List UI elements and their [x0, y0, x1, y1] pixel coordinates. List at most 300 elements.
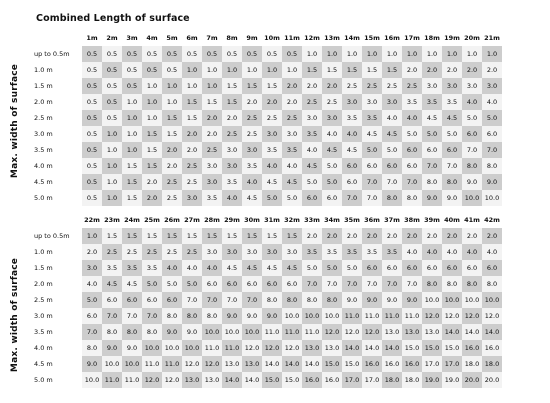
corner-cell [32, 212, 82, 228]
table-cell: 1.5 [222, 78, 242, 94]
table-cell: 1.0 [402, 46, 422, 62]
table-cell: 6.0 [142, 292, 162, 308]
table-cell: 3.0 [302, 110, 322, 126]
table-cell: 6.0 [82, 308, 102, 324]
table-cell: 7.0 [382, 276, 402, 292]
table-row [32, 324, 502, 340]
table-cell: 5.0 [382, 142, 402, 158]
table-cell: 6.0 [442, 142, 462, 158]
table-cell: 4.5 [442, 110, 462, 126]
column-header: 32m [284, 216, 300, 224]
table-cell: 0.5 [82, 62, 102, 78]
table-cell: 8.0 [422, 276, 442, 292]
table-cell: 5.0 [322, 174, 342, 190]
table-cell: 2.0 [442, 228, 462, 244]
table-cell: 1.5 [282, 228, 302, 244]
table-cell: 4.5 [282, 260, 302, 276]
column-header: 2m [106, 34, 118, 42]
table-cell: 8.0 [402, 190, 422, 206]
table-cell: 4.0 [382, 110, 402, 126]
table-cell: 6.0 [402, 158, 422, 174]
table-cell: 6.0 [422, 142, 442, 158]
table-cell: 7.0 [202, 292, 222, 308]
table-cell: 12.0 [342, 324, 362, 340]
table-cell: 0.5 [82, 94, 102, 110]
row-label: 5.0 m [34, 376, 53, 384]
table-cell: 6.0 [382, 158, 402, 174]
table-cell: 1.5 [202, 94, 222, 110]
table-cell: 3.0 [322, 110, 342, 126]
table-cell: 2.0 [482, 228, 502, 244]
table-cell: 1.0 [342, 46, 362, 62]
table-cell: 2.0 [322, 228, 342, 244]
table-cell: 11.0 [262, 324, 282, 340]
column-header: 12m [304, 34, 320, 42]
table-cell: 6.0 [382, 260, 402, 276]
table-cell: 3.0 [262, 244, 282, 260]
table-cell: 6.0 [262, 276, 282, 292]
table-cell: 2.5 [322, 94, 342, 110]
table-cell: 4.0 [462, 94, 482, 110]
table-cell: 6.0 [402, 260, 422, 276]
table-cell: 1.5 [142, 158, 162, 174]
table-cell: 1.0 [442, 46, 462, 62]
table-cell: 2.0 [482, 62, 502, 78]
table-cell: 3.5 [142, 260, 162, 276]
table-cell: 10.0 [462, 190, 482, 206]
table-cell: 16.0 [322, 372, 342, 388]
table-cell: 9.0 [102, 340, 122, 356]
table-cell: 2.0 [202, 110, 222, 126]
side-label-top-text: Max. width of surface [10, 63, 21, 179]
table-cell: 3.5 [322, 244, 342, 260]
table-cell: 7.0 [402, 276, 422, 292]
table-cell: 3.0 [442, 78, 462, 94]
table-cell: 8.0 [442, 174, 462, 190]
table-cell: 16.0 [402, 356, 422, 372]
table-cell: 7.0 [322, 276, 342, 292]
column-header: 19m [444, 34, 460, 42]
table-cell: 3.5 [122, 260, 142, 276]
table-cell: 6.0 [242, 276, 262, 292]
table-cell: 2.0 [182, 142, 202, 158]
table-cell: 5.0 [282, 190, 302, 206]
table-row [32, 158, 502, 174]
table-cell: 0.5 [82, 126, 102, 142]
table-cell: 7.0 [362, 174, 382, 190]
table-cell: 2.5 [262, 110, 282, 126]
table-cell: 14.0 [342, 340, 362, 356]
row-label: 1.0 m [34, 66, 53, 74]
table-cell: 3.5 [222, 174, 242, 190]
table-cell: 2.5 [182, 158, 202, 174]
table-cell: 18.0 [462, 356, 482, 372]
table-cell: 0.5 [82, 190, 102, 206]
table-cell: 6.0 [342, 174, 362, 190]
column-header: 7m [206, 34, 218, 42]
table-cell: 1.5 [142, 228, 162, 244]
table-cell: 12.0 [282, 340, 302, 356]
table-cell: 5.0 [362, 142, 382, 158]
table-cell: 4.5 [382, 126, 402, 142]
column-header: 10m [264, 34, 280, 42]
table-cell: 11.0 [302, 324, 322, 340]
table-cell: 2.0 [462, 62, 482, 78]
table-cell: 4.0 [242, 174, 262, 190]
column-header: 31m [264, 216, 280, 224]
table-cell: 12.0 [162, 372, 182, 388]
table-cell: 3.0 [82, 260, 102, 276]
table-cell: 2.0 [302, 228, 322, 244]
table-cell: 14.0 [282, 356, 302, 372]
table-cell: 1.0 [202, 78, 222, 94]
table-cell: 9.0 [342, 292, 362, 308]
table-cell: 12.0 [462, 308, 482, 324]
table-cell: 0.5 [82, 78, 102, 94]
table-cell: 3.0 [182, 190, 202, 206]
table-cell: 11.0 [342, 308, 362, 324]
column-header: 25m [144, 216, 160, 224]
table-row [32, 190, 502, 206]
table-cell: 1.0 [142, 94, 162, 110]
table-cell: 3.5 [342, 110, 362, 126]
table-cell: 1.0 [182, 78, 202, 94]
table-cell: 4.5 [342, 142, 362, 158]
table-cell: 2.0 [262, 94, 282, 110]
table-cell: 0.5 [102, 78, 122, 94]
table-row [32, 244, 502, 260]
row-label: up to 0.5m [34, 232, 70, 240]
table-cell: 4.5 [262, 174, 282, 190]
row-label: 1.5 m [34, 264, 53, 272]
table-cell: 9.0 [362, 292, 382, 308]
table-cell: 1.0 [162, 78, 182, 94]
table-cell: 15.0 [342, 356, 362, 372]
table-cell: 7.0 [102, 308, 122, 324]
column-header: 34m [324, 216, 340, 224]
table-row [32, 174, 502, 190]
table-cell: 13.0 [322, 340, 342, 356]
table-cell: 14.0 [362, 340, 382, 356]
table-cell: 1.5 [182, 110, 202, 126]
column-header: 16m [384, 34, 400, 42]
table-cell: 17.0 [422, 356, 442, 372]
table-cell: 3.5 [362, 110, 382, 126]
table-cell: 4.5 [322, 142, 342, 158]
table-cell: 17.0 [442, 356, 462, 372]
table-cell: 10.0 [482, 292, 502, 308]
table-row [32, 62, 502, 78]
table-cell: 2.5 [382, 78, 402, 94]
table-cell: 1.0 [462, 46, 482, 62]
table-cell: 10.0 [442, 292, 462, 308]
table-cell: 12.0 [182, 356, 202, 372]
table-cell: 9.0 [402, 292, 422, 308]
table-cell: 2.5 [202, 142, 222, 158]
table-cell: 6.0 [482, 260, 502, 276]
table-cell: 7.0 [122, 308, 142, 324]
row-label: 4.5 m [34, 360, 53, 368]
table-cell: 0.5 [82, 174, 102, 190]
table-row [32, 356, 502, 372]
table-cell: 8.0 [422, 174, 442, 190]
table-cell: 14.0 [442, 324, 462, 340]
table-cell: 4.5 [242, 190, 262, 206]
table-cell: 9.0 [462, 174, 482, 190]
table-cell: 18.0 [482, 356, 502, 372]
table-cell: 8.0 [482, 276, 502, 292]
table-cell: 4.0 [162, 260, 182, 276]
table-cell: 0.5 [162, 62, 182, 78]
table-cell: 1.5 [122, 190, 142, 206]
column-header: 17m [404, 34, 420, 42]
table-cell: 3.0 [222, 142, 242, 158]
table-cell: 1.5 [122, 174, 142, 190]
table-cell: 13.0 [422, 324, 442, 340]
table-cell: 15.0 [422, 340, 442, 356]
column-header: 1m [86, 34, 98, 42]
table-cell: 8.0 [462, 276, 482, 292]
column-header: 3m [126, 34, 138, 42]
table-cell: 13.0 [222, 356, 242, 372]
table-cell: 1.5 [102, 228, 122, 244]
table-cell: 11.0 [362, 308, 382, 324]
table-cell: 3.0 [422, 78, 442, 94]
table-cell: 8.0 [482, 158, 502, 174]
table-cell: 5.0 [82, 292, 102, 308]
table-cell: 1.0 [162, 94, 182, 110]
table-cell: 6.0 [322, 190, 342, 206]
column-header: 29m [224, 216, 240, 224]
table-cell: 14.0 [222, 372, 242, 388]
row-label: 2.0 m [34, 280, 53, 288]
table-cell: 4.0 [202, 260, 222, 276]
table-cell: 2.0 [182, 126, 202, 142]
table-cell: 9.0 [422, 190, 442, 206]
table-cell: 11.0 [102, 372, 122, 388]
table-cell: 6.0 [462, 260, 482, 276]
table-cell: 3.0 [282, 126, 302, 142]
table-cell: 10.0 [242, 324, 262, 340]
column-header: 8m [226, 34, 238, 42]
table-cell: 7.0 [142, 308, 162, 324]
table-cell: 1.0 [102, 190, 122, 206]
table-cell: 9.0 [122, 340, 142, 356]
table-cell: 10.0 [282, 308, 302, 324]
table-cell: 7.0 [462, 142, 482, 158]
table-cell: 8.0 [322, 292, 342, 308]
table-cell: 13.0 [182, 372, 202, 388]
table-cell: 8.0 [82, 340, 102, 356]
table-cell: 1.5 [262, 78, 282, 94]
table-cell: 6.0 [462, 126, 482, 142]
table-cell: 6.0 [482, 126, 502, 142]
table-cell: 8.0 [122, 324, 142, 340]
table-cell: 8.0 [142, 324, 162, 340]
column-header: 15m [364, 34, 380, 42]
table-cell: 1.5 [222, 94, 242, 110]
table-cell: 8.0 [162, 308, 182, 324]
table-cell: 3.5 [102, 260, 122, 276]
table-cell: 11.0 [222, 340, 242, 356]
table-cell: 0.5 [142, 62, 162, 78]
column-header: 42m [484, 216, 500, 224]
table-cell: 14.0 [382, 340, 402, 356]
table-cell: 3.0 [482, 78, 502, 94]
header-row [32, 212, 502, 228]
column-header: 11m [284, 34, 300, 42]
table-cell: 2.0 [422, 62, 442, 78]
table-cell: 0.5 [182, 46, 202, 62]
table-cell: 8.0 [102, 324, 122, 340]
table-cell: 3.0 [202, 158, 222, 174]
table-cell: 5.0 [142, 276, 162, 292]
table-cell: 3.0 [242, 142, 262, 158]
table-cell: 5.0 [342, 260, 362, 276]
table-cell: 6.0 [362, 260, 382, 276]
table-cell: 7.0 [362, 276, 382, 292]
table-cell: 7.0 [422, 158, 442, 174]
table-cell: 13.0 [302, 340, 322, 356]
table-cell: 10.0 [202, 324, 222, 340]
table-row [32, 372, 502, 388]
table-cell: 4.5 [242, 260, 262, 276]
header-row [32, 30, 502, 46]
table-cell: 2.5 [302, 94, 322, 110]
table-cell: 1.5 [202, 228, 222, 244]
table-cell: 6.0 [442, 260, 462, 276]
table-cell: 0.5 [242, 46, 262, 62]
table-cell: 2.0 [162, 158, 182, 174]
table-cell: 8.0 [282, 292, 302, 308]
table-cell: 4.0 [82, 276, 102, 292]
column-header: 36m [364, 216, 380, 224]
table-cell: 1.5 [162, 110, 182, 126]
table-cell: 0.5 [102, 94, 122, 110]
table-cell: 0.5 [82, 158, 102, 174]
table-cell: 2.0 [342, 228, 362, 244]
table-cell: 6.0 [202, 276, 222, 292]
table-row [32, 46, 502, 62]
table-cell: 11.0 [122, 372, 142, 388]
table-cell: 3.5 [442, 94, 462, 110]
table-row [32, 78, 502, 94]
table-cell: 4.0 [482, 244, 502, 260]
table-cell: 8.0 [462, 158, 482, 174]
length-width-table-1 [32, 30, 502, 206]
table-cell: 9.0 [382, 292, 402, 308]
table-cell: 12.0 [362, 324, 382, 340]
table-cell: 2.5 [162, 174, 182, 190]
table-cell: 2.0 [422, 228, 442, 244]
table-cell: 18.0 [382, 372, 402, 388]
table-cell: 2.5 [362, 78, 382, 94]
table-cell: 11.0 [162, 356, 182, 372]
table-cell: 0.5 [162, 46, 182, 62]
table-cell: 6.0 [102, 292, 122, 308]
side-label-top [0, 32, 30, 210]
table-cell: 4.0 [302, 142, 322, 158]
table-cell: 6.0 [122, 292, 142, 308]
table-row [32, 228, 502, 244]
column-header: 23m [104, 216, 120, 224]
table-cell: 3.5 [422, 94, 442, 110]
table-cell: 0.5 [262, 46, 282, 62]
table-cell: 9.0 [482, 174, 502, 190]
column-header: 20m [464, 34, 480, 42]
table-row [32, 340, 502, 356]
column-header: 4m [146, 34, 158, 42]
table-cell: 6.0 [362, 158, 382, 174]
table-cell: 11.0 [202, 340, 222, 356]
table-cell: 10.0 [422, 292, 442, 308]
table-row [32, 126, 502, 142]
table-cell: 3.0 [202, 174, 222, 190]
table-cell: 3.0 [222, 158, 242, 174]
table-cell: 10.0 [82, 372, 102, 388]
table-cell: 3.5 [202, 190, 222, 206]
table-cell: 6.0 [222, 276, 242, 292]
table-cell: 0.5 [222, 46, 242, 62]
table-cell: 1.0 [102, 142, 122, 158]
table-cell: 1.0 [102, 126, 122, 142]
table-cell: 19.0 [442, 372, 462, 388]
table-cell: 1.5 [242, 78, 262, 94]
table-cell: 14.0 [242, 372, 262, 388]
table-cell: 8.0 [262, 292, 282, 308]
table-cell: 2.0 [142, 190, 162, 206]
column-header: 6m [186, 34, 198, 42]
table-cell: 3.0 [242, 244, 262, 260]
table-cell: 15.0 [282, 372, 302, 388]
table-cell: 10.0 [142, 340, 162, 356]
table-cell: 6.0 [282, 276, 302, 292]
table-cell: 4.5 [102, 276, 122, 292]
table-cell: 5.0 [162, 276, 182, 292]
table-cell: 7.0 [382, 174, 402, 190]
column-header: 21m [484, 34, 500, 42]
table-cell: 0.5 [122, 78, 142, 94]
table-cell: 2.0 [282, 94, 302, 110]
table-cell: 9.0 [162, 324, 182, 340]
table-cell: 2.0 [302, 78, 322, 94]
length-width-table-2 [32, 212, 502, 388]
table-cell: 9.0 [262, 308, 282, 324]
column-header: 41m [464, 216, 480, 224]
table-cell: 12.0 [142, 372, 162, 388]
table-cell: 1.0 [262, 62, 282, 78]
column-header: 30m [244, 216, 260, 224]
table-cell: 5.0 [262, 190, 282, 206]
table-cell: 1.0 [122, 126, 142, 142]
table-cell: 14.0 [482, 324, 502, 340]
table-cell: 1.0 [122, 110, 142, 126]
table-cell: 17.0 [342, 372, 362, 388]
table-cell: 1.5 [142, 142, 162, 158]
table-cell: 10.0 [462, 292, 482, 308]
table-cell: 1.0 [102, 158, 122, 174]
column-header: 5m [166, 34, 178, 42]
table-cell: 3.0 [262, 126, 282, 142]
table-cell: 12.0 [482, 308, 502, 324]
table-cell: 17.0 [362, 372, 382, 388]
table-cell: 1.0 [122, 94, 142, 110]
table-cell: 3.5 [282, 142, 302, 158]
table-cell: 5.0 [442, 126, 462, 142]
table-cell: 4.0 [402, 244, 422, 260]
table-row [32, 142, 502, 158]
table-cell: 10.0 [482, 190, 502, 206]
